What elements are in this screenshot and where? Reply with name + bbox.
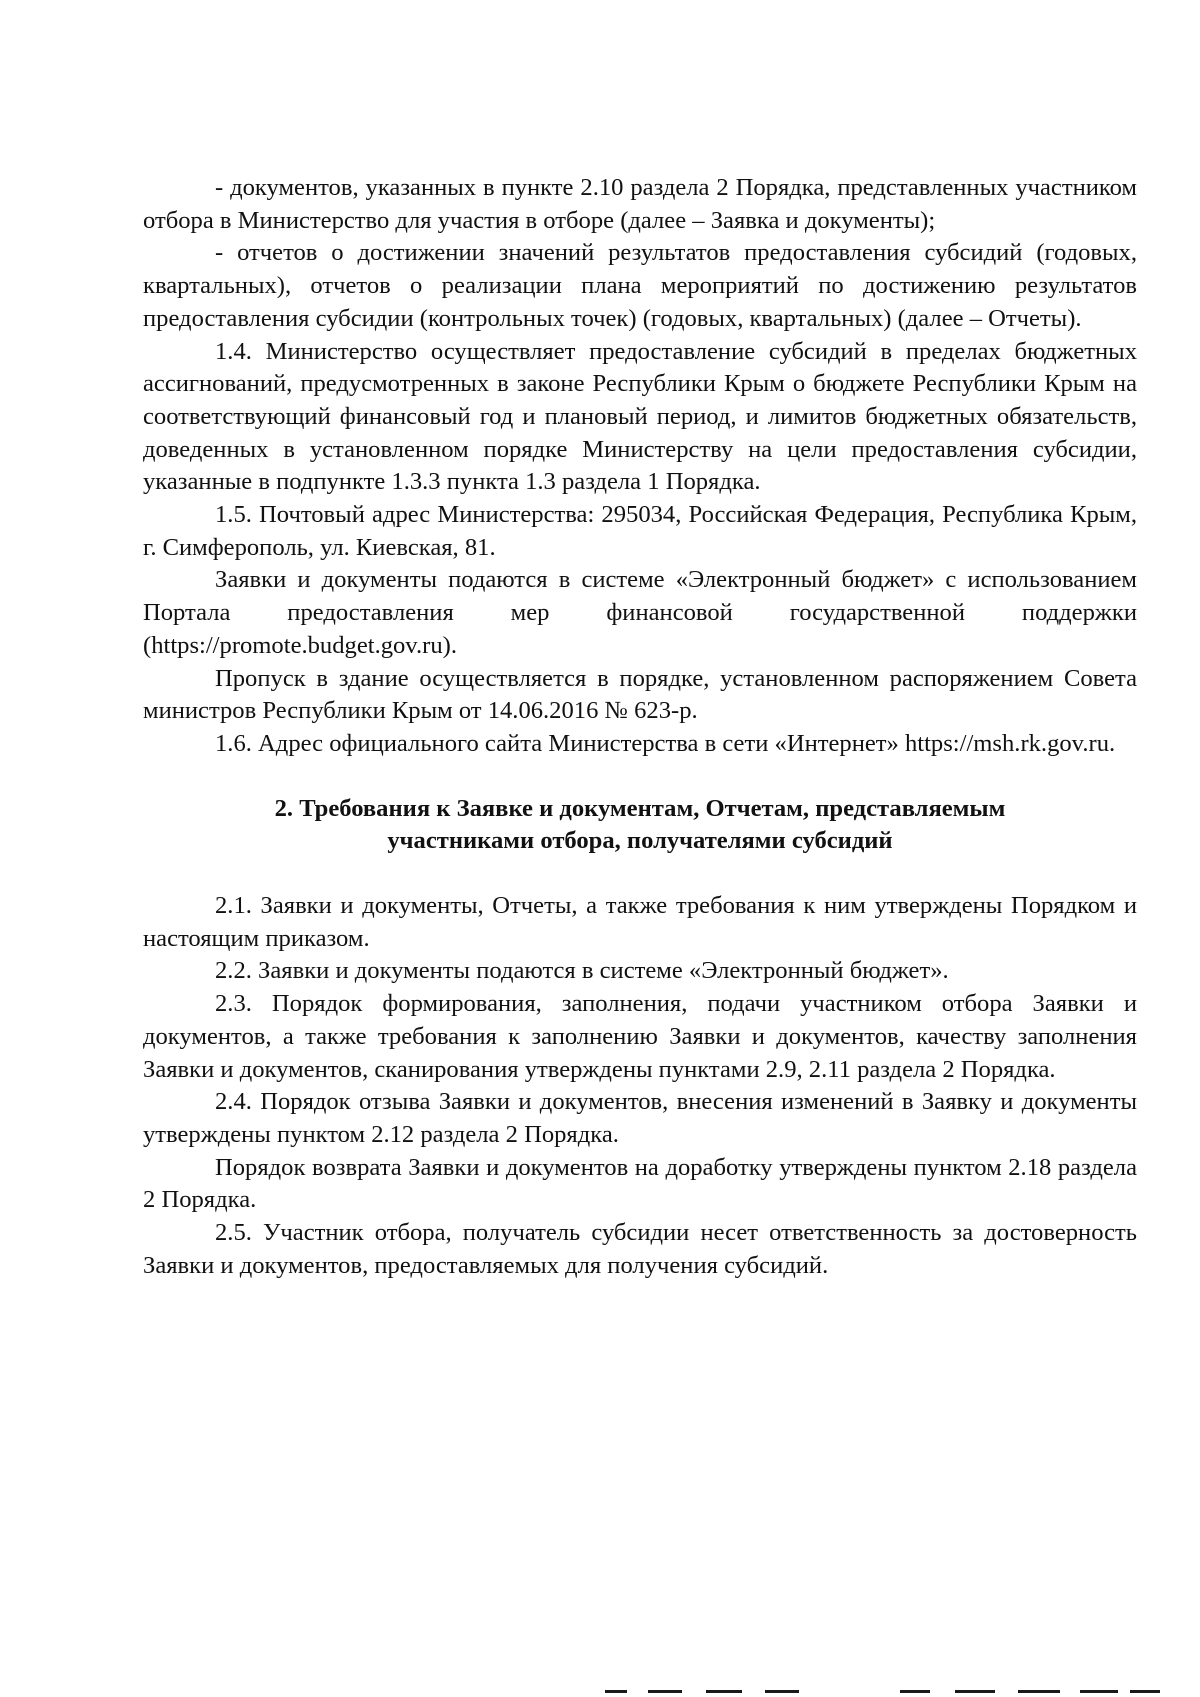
paragraph-2-2: 2.2. Заявки и документы подаются в системе «Электронный бюджет». [215,957,949,985]
paragraph-documents: - документов, указанных в пункте 2.10 раздела 2 Порядка, представленных участником отбора в Министерство для участия в отборе (далее – Заявка и документы); [143,174,1137,234]
scan-edge-artifacts [0,1686,1200,1697]
paragraph-2-1: 2.1. Заявки и документы, Отчеты, а также требования к ним утверждены Порядком и настоящим приказом. [143,892,1137,952]
scan-mark [955,1690,995,1693]
scan-mark [706,1690,742,1693]
section-heading [143,793,1137,858]
spacer [143,761,1137,793]
spacer [143,858,1137,890]
paragraph-1-4: 1.4. Министерство осуществляет предоставление субсидий в пределах бюджетных ассигнований, предусмотренных в законе Республики Крым о бюджете Республики Крым на соответствующий финансовый год и плановый период, и лимитов бюджетных обязательств, доведенных в установленном порядке Министерству на цели предоставления субсидии, указанные в подпункте 1.3.3 пункта 1.3 раздела 1 Порядка. [143,337,1137,496]
scan-mark [1130,1690,1160,1693]
paragraph-1-5: 1.5. Почтовый адрес Министерства: 295034, Российская Федерация, Республика Крым, г. Симферополь, ул. Киевская, 81. [143,501,1137,561]
paragraph-reports: - отчетов о достижении значений результатов предоставления субсидий (годовых, квартальных), отчетов о реализации плана мероприятий по достижению результатов предоставления субсидии (контрольных точек) (годовых, квартальных) (далее – Отчеты). [143,239,1137,332]
paragraph-2-4: 2.4. Порядок отзыва Заявки и документов, внесения изменений в Заявку и документы утверждены пунктом 2.12 раздела 2 Порядка. [143,1088,1137,1148]
scan-mark [648,1690,682,1693]
scan-mark [1018,1690,1060,1693]
section-heading-line-2: участниками отбора, получателями субсидий [387,827,893,855]
paragraph-1-6: 1.6. Адрес официального сайта Министерства в сети «Интернет» https://msh.rk.gov.ru. [215,729,1116,757]
paragraph-return: Порядок возврата Заявки и документов на доработку утверждены пунктом 2.18 раздела 2 Порядка. [143,1153,1137,1214]
scan-mark [1080,1690,1118,1693]
scan-mark [900,1690,930,1693]
paragraph-2-5: 2.5. Участник отбора, получатель субсидии несет ответственность за достоверность Заявки и документов, предоставляемых для получения субсидий. [143,1219,1137,1279]
scan-mark [765,1690,799,1693]
document-page [143,172,1137,1283]
paragraph-submission: Заявки и документы подаются в системе «Электронный бюджет» с использованием Портала предоставления мер финансовой государственной поддержки (https://promote.budget.gov.ru). [143,566,1137,659]
paragraph-2-3: 2.3. Порядок формирования, заполнения, подачи участником отбора Заявки и документов, а также требования к заполнению Заявки и документов, качеству заполнения Заявки и документов, сканирования утверждены пунктами 2.9, 2.11 раздела 2 Порядка. [143,990,1137,1083]
scan-mark [605,1690,627,1693]
section-heading-line-1: 2. Требования к Заявке и документам, Отчетам, представляемым [274,794,1006,822]
paragraph-pass: Пропуск в здание осуществляется в порядке, установленном распоряжением Совета министров Республики Крым от 14.06.2016 № 623-р. [143,664,1137,725]
